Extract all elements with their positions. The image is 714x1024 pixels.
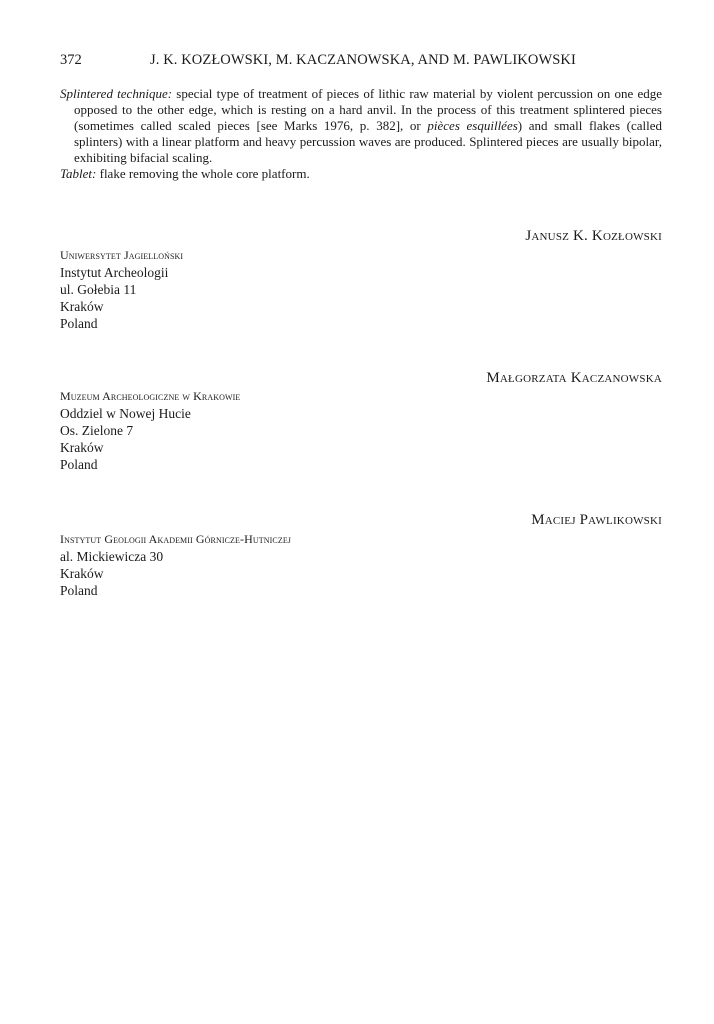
glossary-term: Tablet: <box>60 166 97 181</box>
author-name: Małgorzata Kaczanowska <box>486 370 662 386</box>
address-line: Kraków <box>60 566 104 581</box>
glossary-definition: flake removing the whole core platform. <box>96 166 310 181</box>
address-line: Poland <box>60 316 98 331</box>
author-name: Maciej Pawlikowski <box>531 512 662 528</box>
author-affiliation <box>60 247 480 332</box>
address-line: Poland <box>60 457 98 472</box>
address-line: Oddziel w Nowej Hucie <box>60 406 191 421</box>
author-name: Janusz K. Kozłowski <box>525 228 662 244</box>
address-line: Kraków <box>60 440 104 455</box>
address-line: Os. Zielone 7 <box>60 423 134 438</box>
running-head: J. K. KOZŁOWSKI, M. KACZANOWSKA, AND M. PAWLIKOWSKI <box>150 52 576 68</box>
institution-name: Instytut Geologii Akademii Górnicze-Hutniczej <box>60 532 292 546</box>
glossary-italic-phrase: pièces esquillées <box>427 118 518 133</box>
glossary-entry-tablet <box>60 166 662 182</box>
author-affiliation <box>60 388 480 473</box>
glossary-definition-cont: ) and small flakes (called splinters) with a linear platform and heavy percussion waves are produced. Splintered pieces are usually bipolar, exhibiting bifacial scaling. <box>74 118 663 165</box>
address-line: Instytut Archeologii <box>60 265 169 280</box>
institution-name: Uniwersytet Jagielloński <box>60 248 184 262</box>
glossary <box>60 86 662 182</box>
running-header <box>60 52 660 72</box>
glossary-term: Splintered technique: <box>60 86 173 101</box>
glossary-entry-splintered-technique <box>60 86 662 166</box>
page-number: 372 <box>60 52 82 68</box>
address-line: ul. Gołebia 11 <box>60 282 137 297</box>
author-affiliation <box>60 531 480 599</box>
address-line: al. Mickiewicza 30 <box>60 549 164 564</box>
glossary-definition: special type of treatment of pieces of lithic raw material by violent percussion on one edge opposed to the other edge, which is resting on a hard anvil. In the process of this treatment splintered pieces (sometimes called scaled pieces [see Marks 1976, p. 382], or <box>74 86 662 133</box>
address-line: Poland <box>60 583 98 598</box>
address-line: Kraków <box>60 299 104 314</box>
institution-name: Muzeum Archeologiczne w Krakowie <box>60 389 241 403</box>
